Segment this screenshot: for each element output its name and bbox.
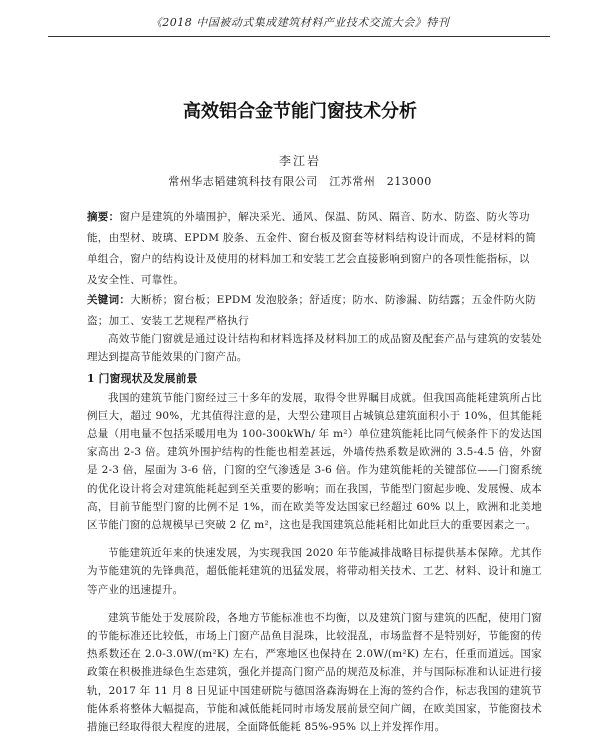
keywords-label: 关键词： — [87, 294, 131, 306]
section-heading: 1 门窗现状及发展前景 — [87, 372, 198, 386]
body-paragraph: 我国的建筑节能门窗经过三十多年的发展，取得令世界瞩目成就。但我国高能耗建筑所占比例巨大，超过 90%，尤其值得注意的是，大型公建项目占城镇总建筑面积小于 10%，但其能耗总量（用电量不包括采暖用电为 100-300kWh/ 年 m²）单位建筑能耗比同气候条件下的发达国家高出 2-3 倍。建筑外围护结构的性能也相差甚远，外墙传热系数是欧洲的 3.5-4.5 倍，外窗是 2-3 倍，屋面为 3-6 倍，门窗的空气渗透是 3-6 倍。作为建筑能耗的关键部位——门窗系统的优化设计将会对建筑能耗起到至关重要的影响；而在我国，节能型门窗起步晚、发展慢、成本高，目前节能型门窗的比例不足 1%，而在欧美等发达国家已经超过 60% 以上，欧洲和北美地区节能门窗的总规模早已突破 2 亿 m²，这也是我国建筑总能耗相比如此巨大的重要因素之一。 — [87, 391, 542, 532]
abstract — [87, 207, 537, 291]
abstract-text: 窗户是建筑的外墙围护，解决采光、通风、保温、防风、隔音、防水、防盗、防火等功能，由型材、玻璃、EPDM 胶条、五金件、窗台板及窗套等材料结构设计而成，不是材料的简单组合，窗户的结构设计及使用的材料加工和安装工艺会直接影响到窗户的各项性能指标，以及安全性、可靠性。 — [87, 211, 537, 286]
body-paragraph: 节能建筑近年来的快速发展，为实现我国 2020 年节能减排战略目标提供基本保障。尤其作为节能建筑的先锋典范，超低能耗建筑的迅猛发展，将带动相关技术、工艺、材料、设计和施工等产业的迅速提升。 — [87, 547, 542, 596]
body-text — [87, 330, 542, 740]
abstract-label: 摘要： — [87, 211, 120, 223]
keywords-text: 大断桥；窗台板；EPDM 发泡胶条；舒适度；防水、防渗漏、防结露；五金件防火防盗；加工、安装工艺规程严格执行 — [87, 294, 537, 327]
author-affiliation: 常州华志韬建筑科技有限公司 江苏常州 213000 — [168, 175, 432, 188]
paper-title: 高效铝合金节能门窗技术分析 — [183, 101, 417, 122]
journal-header: 《2018 中国被动式集成建筑材料产业技术交流大会》特刊 — [150, 16, 450, 29]
intro-paragraph: 高效节能门窗就是通过设计结构和材料选择及材料加工的成品窗及配套产品与建筑的安装处理达到提高节能效果的门窗产品。 — [87, 333, 542, 364]
author-name: 李江岩 — [278, 154, 321, 168]
body-paragraph: 建筑节能处于发展阶段，各地方节能标准也不均衡，以及建筑门窗与建筑的匹配，使用门窗的节能标准还比较低，市场上门窗产品鱼目混珠，比较混乱，市场监督不是特别好，节能窗的传热系数还在 2.0-3.0W/(m²K) 左右，严寒地区也保持在 2.0W/(m²K) 左右，任重而道远。国家政策在积极推进绿色生态建筑，强化并提高门窗产品的规范及标准，并与国际标准和认证进行接轨，2017 年 11 月 8 日见证中国建研院与德国洛森海姆在上海的签约合作，标志我国的建筑节能体系将整体大幅提高，节能和减低能耗同时市场发展前景空间广阔，在欧美国家，节能窗技术措施已经取得很大程度的进展，全面降低能耗 85%-95% 以上并发挥作用。 — [87, 611, 542, 734]
keywords — [87, 290, 537, 332]
header-divider — [48, 36, 550, 37]
